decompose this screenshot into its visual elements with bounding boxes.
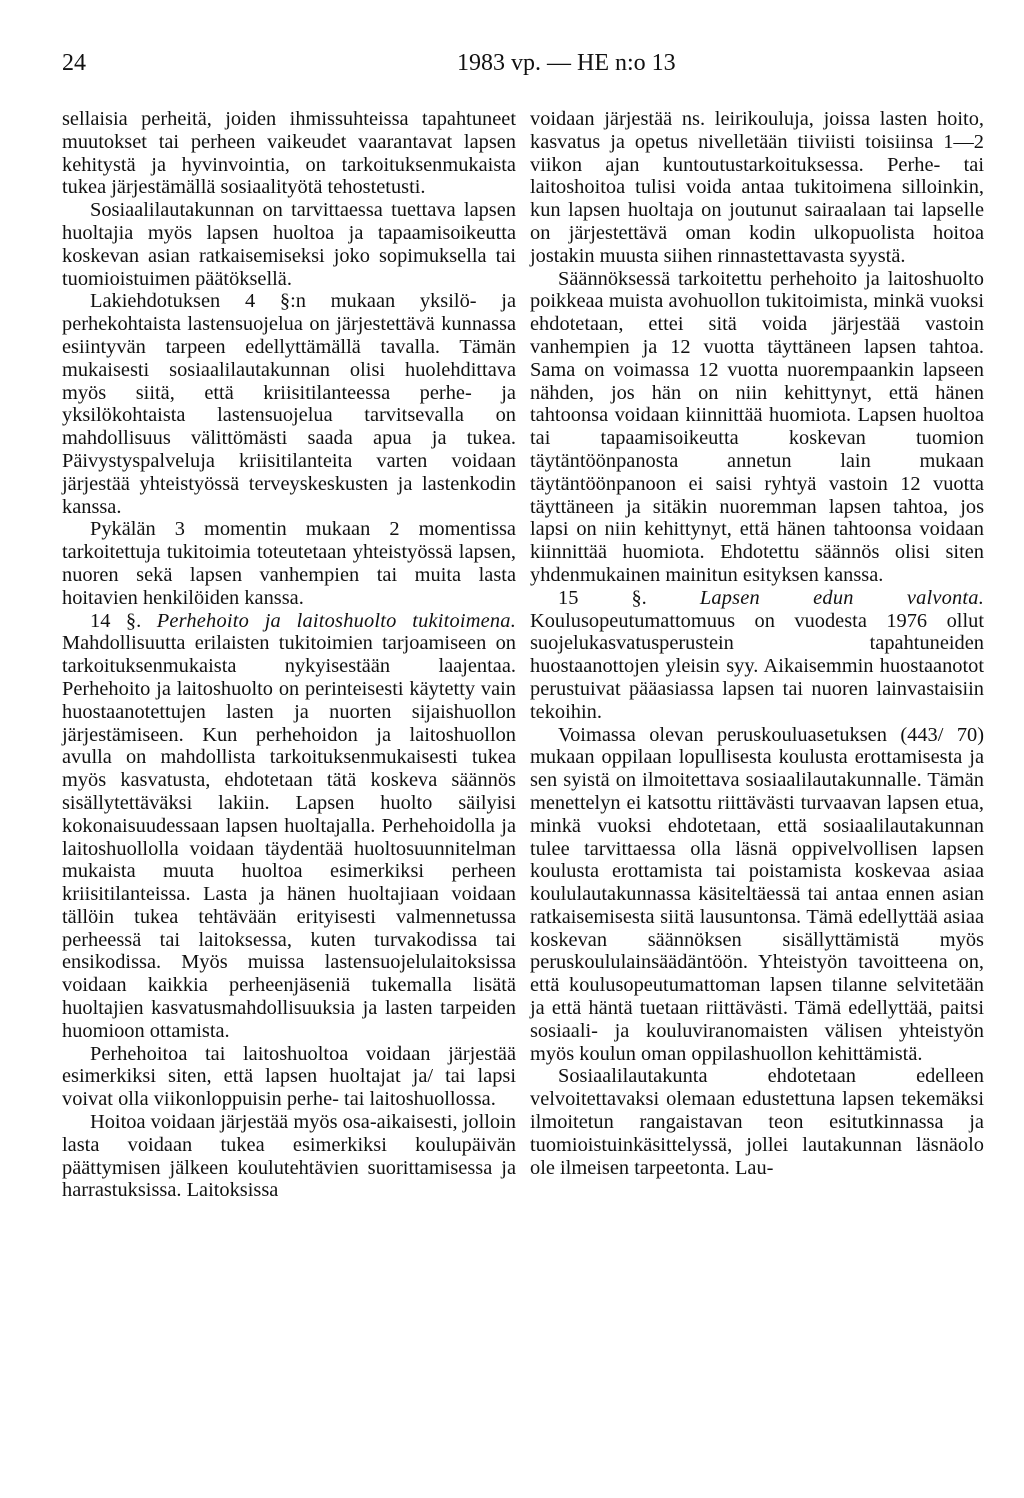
running-head: 1983 vp. — HE n:o 13 xyxy=(457,50,676,76)
paragraph: Pykälän 3 momentin mukaan 2 momentissa tarkoitettuja tukitoimia toteutetaan yhteistyössä lapsen, nuoren sekä lapsen vanhempien tai muita lasta hoitavien henkilöiden kanssa. xyxy=(62,518,516,609)
section-number: 15 §. xyxy=(558,586,647,609)
section-number: 14 §. xyxy=(90,609,142,632)
section-text: Mahdollisuutta erilaisten tukitoimien tarjoamiseen on tarkoituksenmukaista nykyisestään laajentaa. Perhehoito ja laitoshuolto on perinteisesti käytetty vain huostaanotettujen lasten ja nuorten sijaishuollon järjestämiseen. Kun perhehoidon ja laitoshuollon avulla on mahdollista tarkoituksenmukaisesti tukea myös kasvatusta, ehdotetaan tätä koskeva säännös sisällytettäväksi lakiin. Lapsen huolto säilyisi kokonaisuudessaan lapsen huoltajalla. Perhehoidolla ja laitoshuollolla voidaan täydentää huoltosuunnitelman mukaista muuta huoltoa esimerkiksi perheen kriisitilanteissa. Lasta ja hänen huoltajiaan voidaan tällöin tukea tehtävään erityisesti valmennetussa perheessä tai laitoksessa, kuten turvakodissa tai ensikodissa. Myös muissa lastensuojelulaitoksissa voidaan kaikkia perheenjäseniä tukemalla lisätä huoltajien kasvatusmahdollisuuksia ja lasten tarpeiden huomioon ottamista. xyxy=(62,632,516,1042)
right-column xyxy=(530,108,984,1179)
paragraph: Säännöksessä tarkoitettu perhehoito ja laitoshuolto poikkeaa muista avohuollon tukitoimista, minkä vuoksi ehdotetaan, ettei sitä voida järjestää vastoin vanhempien ja 12 vuotta täyttäneen lapsen tahtoa. Sama on voimassa 12 vuotta nuorempaankin lapseen nähden, jos hän on niin kehittynyt, että hänen tahtoonsa voidaan kiinnittää huomiota. Lapsen huoltoa tai tapaamisoikeutta koskevan tuomion täytäntöönpanosta annetun lain mukaan täytäntöönpanoon ei saisi ryhtyä vastoin 12 vuotta täyttäneen ja sitäkin nuoremman lapsen tahtoa, jos lapsi on niin kehittynyt, että hänen tahtoonsa voidaan kiinnittää huomiota. Ehdotettu säännös olisi siten yhdenmukainen mainitun esityksen kanssa. xyxy=(530,267,984,586)
paragraph: Sosiaalilautakunnan on tarvittaessa tuettava lapsen huoltajia myös lapsen huoltoa ja tapaamisoikeutta koskevan asian ratkaisemiseksi joko sopimuksella tai tuomioistuimen päätöksellä. xyxy=(62,199,516,290)
paragraph: Hoitoa voidaan järjestää myös osa-aikaisesti, jolloin lasta voidaan tukea esimerkiksi koulupäivän päättymisen jälkeen koulutehtävien suorittamisessa ja harrastuksissa. Laitoksissa xyxy=(62,1111,516,1202)
section-15-paragraph xyxy=(530,587,984,724)
page-header xyxy=(62,50,982,84)
section-text: Koulusopeutumattomuus on vuodesta 1976 ollut suojelukasvatusperustein tapahtuneiden huostaanottojen yleisin syy. Aikaisemmin huostaanotot perustuivat pääasiassa lapsen tai nuoren lainvastaisiin tekoihin. xyxy=(530,609,984,723)
section-14-paragraph xyxy=(62,610,516,1043)
section-heading: Lapsen edun valvonta. xyxy=(699,586,984,609)
paragraph: sellaisia perheitä, joiden ihmissuhteissa tapahtuneet muutokset tai perheen vaikeudet vaarantavat lapsen kehitystä ja hyvinvointia, on tarkoituksenmukaista tukea järjestämällä sosiaalityötä tehostetusti. xyxy=(62,108,516,199)
left-column xyxy=(62,108,516,1202)
paragraph: Lakiehdotuksen 4 §:n mukaan yksilö- ja perhekohtaista lastensuojelua on järjestettävä kunnassa esiintyvän tarpeen edellyttämällä tavalla. Tämän mukaisesti sosiaalilautakunnan olisi huolehdittava myös siitä, että kriisitilanteessa perhe- ja yksilökohtaista lastensuojelua tarvitsevalla on mahdollisuus välittömästi saada apua ja tukea. Päivystyspalveluja kriisitilanteita varten voidaan järjestää yhteistyössä terveyskeskusten ja lastenkodin kanssa. xyxy=(62,290,516,518)
paragraph: voidaan järjestää ns. leirikouluja, joissa lasten hoito, kasvatus ja opetus nivelletään tiiviisti toisiinsa 1—2 viikon ajan kuntoutustarkoituksessa. Perhe- tai laitoshoitoa tulisi voida antaa tukitoimena silloinkin, kun lapsen huoltaja on joutunut sairaalaan tai lapselle on järjestettävä oman kodin ulkopuolista hoitoa jostakin muusta siihen rinnastettavasta syystä. xyxy=(530,108,984,267)
paragraph: Sosiaalilautakunta ehdotetaan edelleen velvoitettavaksi olemaan edustettuna lapsen tekemäksi ilmoitetun rangaistavan teon esitutkinnassa ja tuomioistuinkäsittelyssä, jollei lautakunnan läsnäolo ole ilmeisen tarpeetonta. Lau- xyxy=(530,1065,984,1179)
page-number: 24 xyxy=(62,50,86,76)
section-heading: Perhehoito ja laitoshuolto tukitoimena. xyxy=(156,609,516,632)
paragraph: Voimassa olevan peruskouluasetuksen (443/ 70) mukaan oppilaan lopullisesta koulusta erottamisesta ja sen syistä on ilmoitettava sosiaalilautakunnalle. Tämän menettelyn ei katsottu riittävästi turvaavan lapsen etua, minkä vuoksi ehdotetaan, että sosiaalilautakunnan tulee tarvittaessa olla läsnä oppivelvollisen lapsen koulusta erottamista tai poistamista koskevaa asiaa koululautakunnassa käsiteltäessä tai antaa ennen asian ratkaisemisesta siitä lausuntonsa. Tämä edellyttää asiaa koskevan säännöksen sisällyttämistä myös peruskoululainsäädäntöön. Yhteistyön tavoitteena on, että koulusopeutumattoman lapsen tilanne selvitetään ja että häntä tuetaan riittävästi. Tämä edellyttää, paitsi sosiaali- ja kouluviranomaisten välisen yhteistyön myös koulun oman oppilashuollon kehittämistä. xyxy=(530,723,984,1065)
paragraph: Perhehoitoa tai laitoshuoltoa voidaan järjestää esimerkiksi siten, että lapsen huoltajat ja/ tai lapsi voivat olla viikonloppuisin perhe- tai laitoshuollossa. xyxy=(62,1042,516,1111)
